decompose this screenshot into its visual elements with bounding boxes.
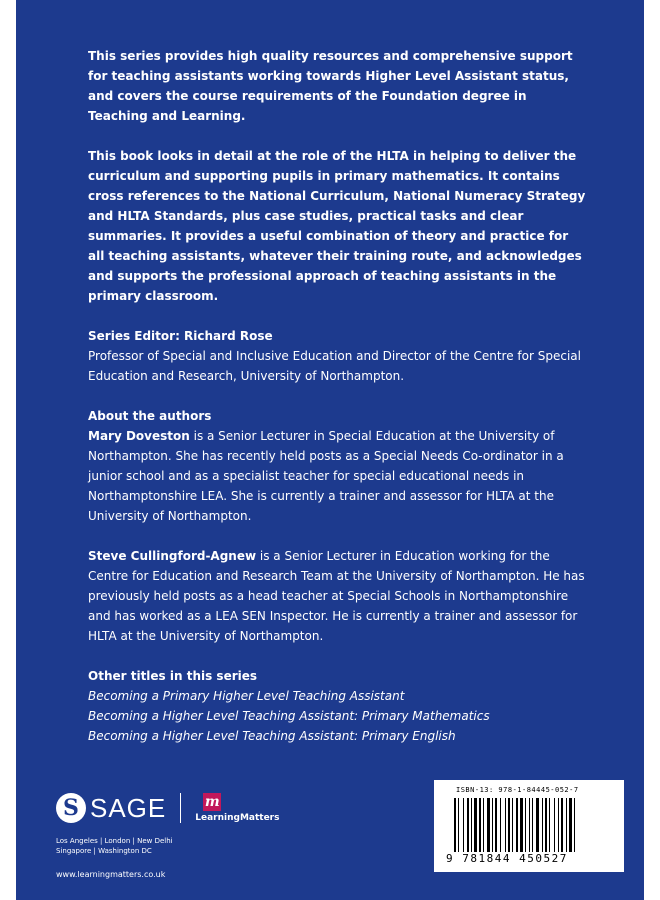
author-1-bio bbox=[88, 426, 588, 526]
publisher-logos bbox=[56, 788, 296, 879]
back-cover bbox=[16, 0, 644, 900]
author-2-section bbox=[88, 546, 588, 646]
ean-digits: 9 781844 450527 bbox=[446, 852, 568, 865]
barcode-bars bbox=[454, 798, 604, 852]
book-description: This book looks in detail at the role of the HLTA in helping to deliver the curriculum and supporting pupils in primary mathematics. It contains cross references to the National Curriculum, National Numeracy Strategy and HLTA Standards, plus case studies, practical tasks and clear summaries. It provides a useful combination of theory and practice for all teaching assistants, whatever their training route, and acknowledges and supports the professional approach of teaching assistants in the primary classroom. bbox=[88, 149, 586, 303]
other-titles-section bbox=[88, 666, 588, 746]
other-titles-heading: Other titles in this series bbox=[88, 669, 258, 683]
isbn-number: ISBN-13: 978-1-84445-052-7 bbox=[456, 786, 579, 794]
about-authors-section bbox=[88, 406, 588, 526]
series-editor-description: Professor of Special and Inclusive Education and Director of the Centre for Special Education and Research, University of Northampton. bbox=[88, 349, 581, 383]
publisher-cities bbox=[56, 836, 296, 856]
isbn-barcode bbox=[434, 780, 624, 872]
author-2-name: Steve Cullingford-Agnew bbox=[88, 549, 257, 563]
about-authors-heading: About the authors bbox=[88, 409, 212, 423]
sage-logo-text: SAGE bbox=[90, 792, 167, 823]
title-item: Becoming a Primary Higher Level Teaching Assistant bbox=[88, 689, 405, 703]
title-item: Becoming a Higher Level Teaching Assistant: Primary English bbox=[88, 729, 456, 743]
series-editor-section bbox=[88, 326, 588, 386]
author-2-bio bbox=[88, 546, 588, 646]
cities-line-1: Los Angeles | London | New Delhi bbox=[56, 837, 173, 845]
author-1-name: Mary Doveston bbox=[88, 429, 190, 443]
cover-text bbox=[88, 46, 588, 746]
series-editor-label: Series Editor: Richard Rose bbox=[88, 329, 273, 343]
cities-line-2: Singapore | Washington DC bbox=[56, 847, 152, 855]
logo-row bbox=[56, 788, 296, 828]
publisher-website: www.learningmatters.co.uk bbox=[56, 870, 166, 879]
learning-matters-logo bbox=[195, 793, 279, 823]
series-description: This series provides high quality resources and comprehensive support for teaching assistants working towards Higher Level Assistant status, and covers the course requirements of the Foundation degree in Teaching and Learning. bbox=[88, 49, 573, 123]
sage-logo-icon: S bbox=[56, 793, 86, 823]
title-item: Becoming a Higher Level Teaching Assistant: Primary Mathematics bbox=[88, 709, 490, 723]
logo-divider bbox=[180, 793, 181, 823]
learning-matters-text: LearningMatters bbox=[195, 813, 280, 823]
author-2-text: is a Senior Lecturer in Education working for the Centre for Education and Research Team at the University of Northampton. He has previously held posts as a head teacher at Special Schools in Northamptonshire and has worked as a LEA SEN Inspector. He is currently a trainer and assessor for HLTA at the University of Northampton. bbox=[88, 549, 585, 643]
learning-matters-icon: m bbox=[204, 794, 220, 810]
author-1-text: is a Senior Lecturer in Special Education at the University of Northampton. She has recently held posts as a Special Needs Co-ordinator in a junior school and as a specialist teacher for special educational needs in Northamptonshire LEA. She is currently a trainer and assessor for HLTA at the University of Northampton. bbox=[88, 429, 564, 523]
